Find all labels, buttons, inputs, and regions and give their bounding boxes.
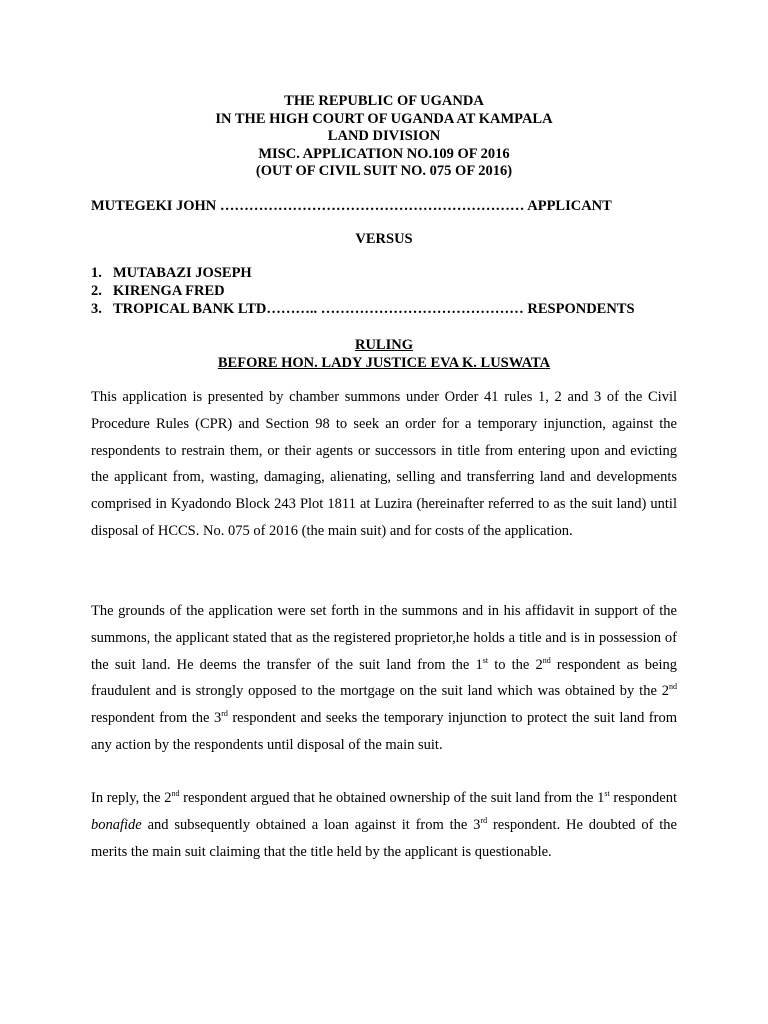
respondents-list	[91, 264, 635, 318]
list-number: 1.	[91, 265, 102, 281]
applicant-line	[91, 198, 677, 215]
heading-civil-suit: (OUT OF CIVIL SUIT NO. 075 OF 2016)	[255, 163, 513, 180]
ordinal-suffix: rd	[221, 709, 228, 719]
ordinal-suffix: nd	[669, 682, 677, 692]
respondent-name: KIRENGA FRED	[113, 283, 225, 299]
text-run: In reply, the 2	[91, 790, 172, 806]
ordinal-suffix: nd	[542, 655, 551, 665]
list-item	[91, 264, 635, 282]
italic-term: bonafide	[91, 816, 142, 833]
list-item	[91, 282, 635, 300]
paragraph-text	[91, 598, 677, 759]
ordinal-suffix: st	[482, 655, 489, 665]
respondent-name: TROPICAL BANK LTD……….. ……………………………………	[113, 301, 524, 317]
ordinal-suffix: nd	[171, 789, 180, 798]
applicant-role: APPLICANT	[527, 198, 612, 214]
text-run: and subsequently obtained a loan against it from the 3	[141, 816, 481, 833]
text-run: respondent and seeks the temporary injunction to protect the suit land from any action by the respondents until disposal of the main suit.	[91, 710, 677, 753]
ruling-title-block	[0, 336, 768, 372]
paragraph-1	[91, 384, 677, 545]
text-run: respondent as being fraudulent and is strongly opposed to the mortgage on the suit land which was obtained by the 2	[91, 656, 678, 700]
text-run: respondent. He doubted of the merits the main suit claiming that the title held by the applicant is questionable.	[91, 816, 677, 860]
text-run: respondent argued that he obtained ownership of the suit land from the 1	[179, 790, 605, 806]
text-run: respondent from the 3	[91, 710, 222, 727]
list-number: 3.	[91, 301, 102, 317]
list-number: 2.	[91, 283, 102, 299]
heading-court: IN THE HIGH COURT OF UGANDA AT KAMPALA	[215, 110, 553, 127]
respondents-role: RESPONDENTS	[527, 301, 635, 317]
applicant-dots: ………………………………………………………	[219, 198, 525, 214]
case-heading	[0, 93, 768, 181]
applicant-name: MUTEGEKI JOHN	[91, 198, 217, 214]
text-run: respondent	[609, 790, 678, 806]
respondent-name: MUTABAZI JOSEPH	[113, 265, 252, 281]
judge-line: BEFORE HON. LADY JUSTICE EVA K. LUSWATA	[217, 355, 551, 371]
heading-application-number: MISC. APPLICATION NO.109 OF 2016	[258, 145, 510, 162]
ruling-title: RULING	[354, 337, 413, 353]
text-run: to the 2	[488, 656, 543, 673]
paragraph-text: This application is presented by chamber summons under Order 41 rules 1, 2 and 3 of the Civil Procedure Rules (CPR) and Section 98 to seek an order for a temporary injunction, against the respondents to restrain them, or their agents or successors in title from entering upon and evicting the applicant from, wasting, damaging, alienating, selling and transferring land and developments comprised in Kyadondo Block 243 Plot 1811 at Luzira (hereinafter referred to as the suit land) until disposal of HCCS. No. 075 of 2016 (the main suit) and for costs of the application.	[91, 389, 677, 539]
paragraph-text	[91, 785, 677, 865]
heading-republic: THE REPUBLIC OF UGANDA	[284, 93, 484, 109]
paragraph-3	[91, 785, 677, 865]
heading-division: LAND DIVISION	[327, 128, 441, 145]
versus-label: VERSUS	[355, 231, 413, 247]
text-run: The grounds of the application were set forth in the summons and in his affidavit in support of the summons, the applicant stated that as the registered proprietor,he holds a title and is in possession of the suit land. He deems the transfer of the suit land from the 1	[91, 603, 677, 673]
list-item	[91, 300, 635, 318]
paragraph-2	[91, 598, 677, 759]
ordinal-suffix: rd	[480, 815, 488, 825]
ordinal-suffix: st	[604, 789, 610, 798]
